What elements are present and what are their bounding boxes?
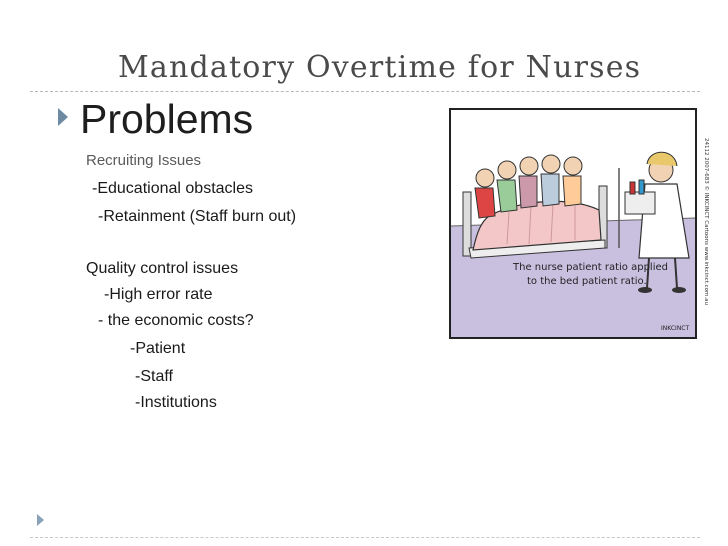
footer-divider — [30, 537, 700, 538]
title-divider — [30, 91, 700, 92]
text-line-recruiting: Recruiting Issues — [86, 152, 202, 169]
footer-triangle-icon — [37, 514, 44, 526]
nurse-cartoon — [449, 108, 719, 340]
cartoon-caption-line1: The nurse patient ratio applied — [513, 262, 668, 273]
text-line-quality: Quality control issues — [86, 260, 239, 277]
text-line-retainment: -Retainment (Staff burn out) — [98, 208, 297, 225]
bed-headboard — [463, 192, 471, 256]
cartoon-caption-line2: to the bed patient ratio. — [527, 276, 647, 287]
slide-title: Mandatory Overtime for Nurses — [118, 50, 642, 85]
triangle-bullet-icon — [58, 108, 68, 126]
cartoon-side-credit: 24112 2007-683 © INKCINCT Cartoons www.inkcinct.com.au — [703, 138, 709, 306]
cartoon-signature: INKCINCT — [661, 325, 690, 332]
text-line-economic: - the economic costs? — [98, 312, 254, 329]
text-line-institutions: -Institutions — [135, 394, 217, 411]
text-line-staff: -Staff — [135, 368, 173, 385]
text-line-educational: -Educational obstacles — [92, 180, 253, 197]
text-line-patient: -Patient — [130, 340, 186, 357]
text-line-error-rate: -High error rate — [104, 286, 213, 303]
section-heading: Problems — [80, 96, 254, 142]
